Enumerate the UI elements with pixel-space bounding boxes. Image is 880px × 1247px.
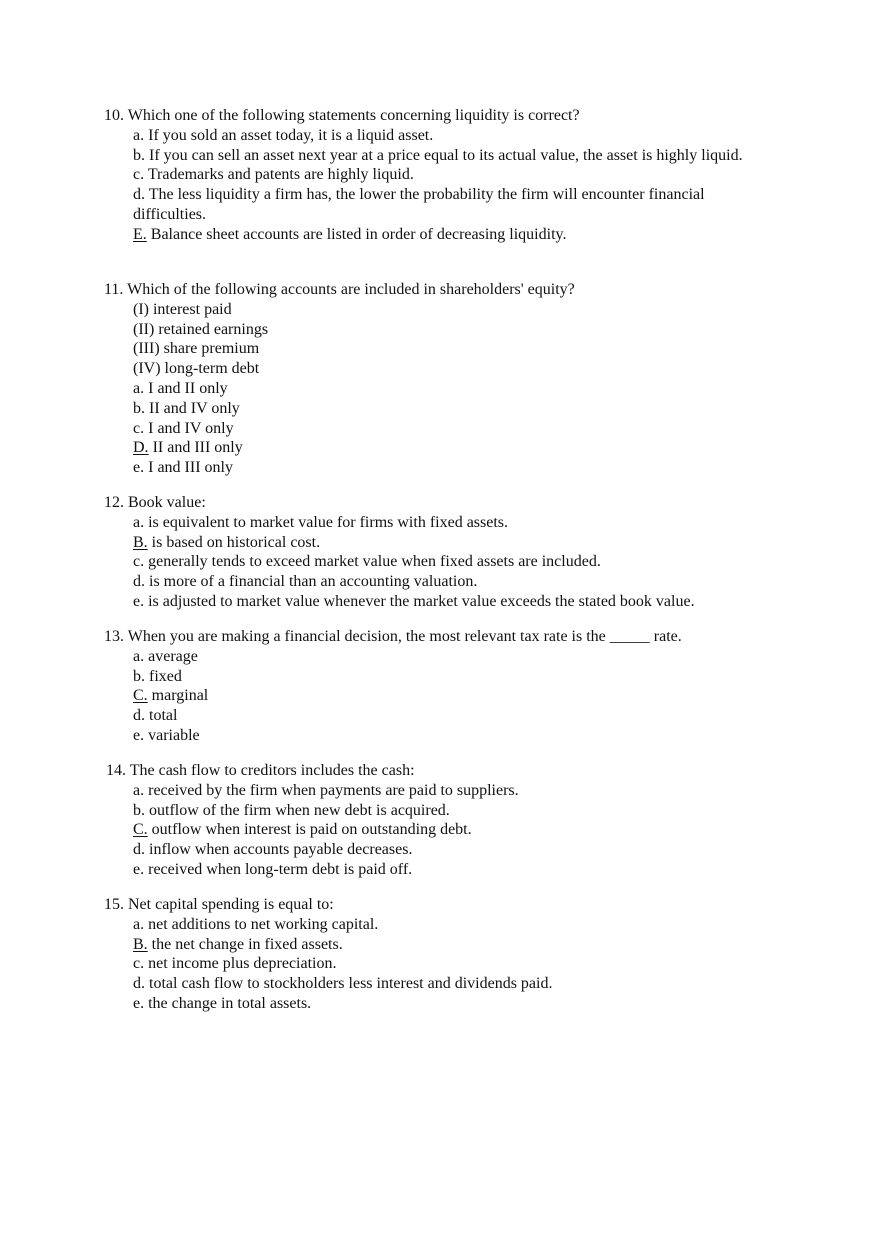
option-e [133, 860, 766, 880]
option-c-correct [133, 820, 766, 840]
option-a [133, 379, 764, 399]
option-text: received when long-term debt is paid off. [148, 860, 413, 878]
option-marker: b. [133, 801, 145, 819]
option-text: outflow of the firm when new debt is acquired. [149, 801, 450, 819]
option-text: II and III only [152, 439, 243, 457]
question-text: The cash flow to creditors includes the cash: [129, 762, 415, 779]
option-text: II and IV only [149, 399, 240, 417]
question-13 [104, 627, 764, 746]
roman-item-4: (IV) long-term debt [133, 360, 260, 378]
option-d [133, 572, 764, 592]
option-text: received by the firm when payments are paid to suppliers. [148, 781, 519, 799]
option-text: is based on historical cost. [151, 533, 321, 551]
option-marker: d. [133, 573, 145, 591]
option-marker: a. [133, 915, 145, 933]
option-list [104, 915, 764, 1014]
option-e [133, 726, 764, 746]
roman-item-3: (III) share premium [133, 340, 260, 358]
option-b-correct [133, 533, 764, 553]
option-b-correct [133, 935, 764, 955]
option-list [104, 647, 764, 746]
option-text: I and IV only [148, 419, 234, 437]
question-number: 10. [104, 107, 124, 124]
option-marker: d. [133, 186, 145, 204]
option-text: is adjusted to market value whenever the market value exceeds the stated book value. [148, 592, 695, 610]
option-text: fixed [149, 667, 182, 685]
option-c [133, 419, 764, 439]
option-e [133, 592, 764, 612]
option-marker: e. [133, 860, 145, 878]
option-a [133, 915, 764, 935]
option-text: is equivalent to market value for firms with fixed assets. [148, 513, 509, 531]
option-text: marginal [151, 687, 209, 705]
question-15-stem [104, 895, 764, 915]
question-text: Which of the following accounts are included in shareholders' equity? [127, 281, 575, 298]
question-text: When you are making a financial decision, the most relevant tax rate is the _____ rate. [127, 628, 682, 645]
option-d-correct [133, 438, 764, 458]
option-c [133, 954, 764, 974]
option-text: generally tends to exceed market value when fixed assets are included. [148, 553, 601, 571]
option-b [133, 667, 764, 687]
option-text: I and II only [148, 379, 228, 397]
option-marker: e. [133, 994, 145, 1012]
option-marker: a. [133, 126, 145, 144]
option-text: I and III only [148, 459, 233, 477]
question-14 [106, 761, 766, 880]
question-number: 12. [104, 494, 124, 511]
question-text: Net capital spending is equal to: [128, 896, 334, 913]
option-list [106, 781, 766, 880]
option-marker: c. [133, 955, 145, 973]
option-a [133, 647, 764, 667]
option-e [133, 458, 764, 478]
option-text: variable [148, 726, 200, 744]
option-list [104, 300, 764, 478]
option-text: inflow when accounts payable decreases. [149, 841, 413, 859]
option-d [133, 706, 764, 726]
option-a [133, 513, 764, 533]
option-text: average [148, 647, 198, 665]
option-marker: d. [133, 841, 145, 859]
question-14-stem [106, 761, 766, 781]
option-marker: c. [133, 419, 145, 437]
option-marker: c. [133, 553, 145, 571]
question-12 [104, 493, 764, 612]
option-c [133, 552, 764, 572]
option-text: the change in total assets. [148, 994, 312, 1012]
option-e-correct [133, 225, 764, 245]
correct-answer-marker: C. [133, 821, 148, 839]
correct-answer-marker: B. [133, 935, 148, 953]
option-c-correct [133, 686, 764, 706]
question-text: Which one of the following statements concerning liquidity is correct? [127, 107, 580, 124]
question-11-stem [104, 280, 764, 300]
option-marker: b. [133, 146, 145, 164]
option-marker: e. [133, 459, 145, 477]
option-marker: b. [133, 399, 145, 417]
question-13-stem [104, 627, 764, 647]
option-text: Balance sheet accounts are listed in order of decreasing liquidity. [150, 225, 567, 243]
question-10-stem [104, 106, 764, 126]
question-12-stem [104, 493, 764, 513]
option-d [133, 185, 764, 225]
question-number: 11. [104, 281, 124, 298]
option-a [133, 126, 764, 146]
option-a [133, 781, 766, 801]
question-text: Book value: [128, 494, 206, 511]
correct-answer-marker: B. [133, 533, 148, 551]
roman-item-2: (II) retained earnings [133, 320, 269, 338]
option-marker: a. [133, 647, 145, 665]
option-text: net additions to net working capital. [148, 915, 379, 933]
question-number: 13. [104, 628, 124, 645]
option-text: the net change in fixed assets. [151, 935, 343, 953]
option-marker: b. [133, 667, 145, 685]
option-text: If you can sell an asset next year at a price equal to its actual value, the asset is highly liquid. [149, 146, 743, 164]
option-list [104, 126, 764, 245]
option-b [133, 801, 766, 821]
correct-answer-marker: E. [133, 225, 147, 243]
correct-answer-marker: D. [133, 439, 149, 457]
option-text: net income plus depreciation. [148, 955, 337, 973]
question-10 [104, 106, 764, 245]
option-text: The less liquidity a firm has, the lower the probability the firm will encounter financial difficulties. [133, 186, 705, 223]
question-number: 14. [106, 762, 126, 779]
option-c [133, 165, 764, 185]
option-d [133, 974, 764, 994]
option-marker: e. [133, 592, 145, 610]
question-15 [104, 895, 764, 1014]
option-b [133, 399, 764, 419]
option-marker: c. [133, 166, 145, 184]
question-11 [104, 280, 764, 478]
option-text: total [149, 707, 178, 725]
option-marker: d. [133, 975, 145, 993]
option-marker: a. [133, 781, 145, 799]
option-text: is more of a financial than an accounting valuation. [149, 573, 478, 591]
option-marker: a. [133, 513, 145, 531]
option-text: total cash flow to stockholders less interest and dividends paid. [149, 975, 553, 993]
option-text: outflow when interest is paid on outstanding debt. [151, 821, 472, 839]
option-e [133, 994, 764, 1014]
option-b [133, 146, 764, 166]
roman-item-1: (I) interest paid [133, 300, 232, 318]
option-text: Trademarks and patents are highly liquid. [147, 166, 414, 184]
option-marker: a. [133, 379, 145, 397]
question-number: 15. [104, 896, 124, 913]
option-marker: d. [133, 707, 145, 725]
option-marker: e. [133, 726, 145, 744]
option-d [133, 840, 766, 860]
option-list [104, 513, 764, 612]
option-text: If you sold an asset today, it is a liquid asset. [148, 126, 434, 144]
correct-answer-marker: C. [133, 687, 148, 705]
